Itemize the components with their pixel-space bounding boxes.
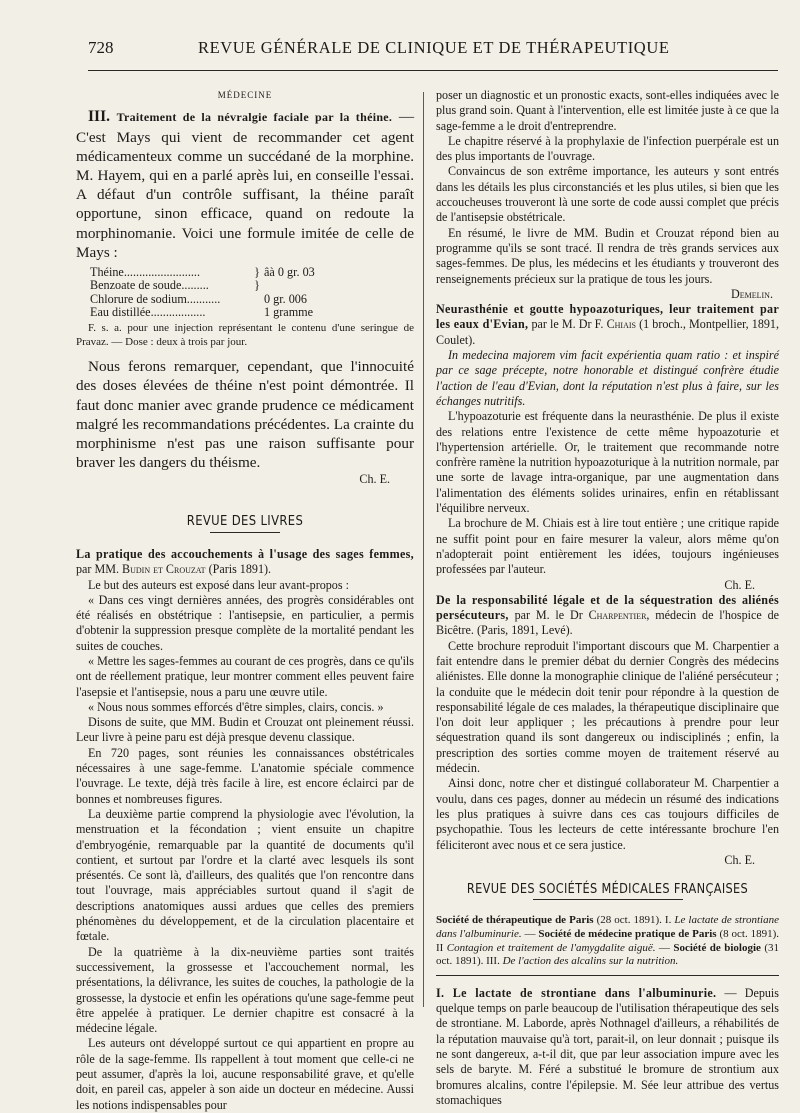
formula-row — [90, 266, 414, 280]
title-underline — [210, 532, 280, 533]
review-section-title: REVUE DES LIVRES — [186, 513, 304, 529]
formula-brace — [250, 306, 264, 320]
society-topic: Contagion et traitement de l'amygdalite aiguë. — [446, 941, 656, 954]
responsabilite-title: De la responsabilité légale et de la séquestration des aliénés persécuteurs, — [436, 592, 779, 623]
formula-row — [90, 306, 414, 320]
formula-brace: } — [254, 264, 260, 279]
society-name: Société de biologie — [673, 941, 761, 954]
title-underline — [533, 899, 683, 900]
society-date: (8 oct. 1891). II — [436, 928, 780, 954]
review-paragraph: « Dans ces vingt dernières années, des progrès considérables ont été réalisés en obstétrique : l'antisepsie, en particulier, a permis d'obtenir la suppression presque complète de la mortalité pendant les suites de couches. — [76, 592, 414, 653]
formula-brace: } — [254, 278, 260, 293]
page-header — [88, 38, 778, 60]
review-paragraph: Cette brochure reproduit l'important discours que M. Charpentier a fait entendre dans le premier débat du dernier Congrès des médecins aliénistes. Elle donne la monographie clinique de l'aliéné persécuteur ; la conduite que le médecin doit tenir pour répondre à la question de responsabilité légale de ces malades, la thérapeutique disciplinaire que l'on doit leur appliquer ; les précautions à prendre pour leur séquestration quand ils sont dangereux ou indisciplinés ; enfin, la prescription des sorties comme moyen de traitement réservé au médecin. — [436, 638, 779, 776]
book-authors: Budin et Crouzat — [122, 562, 206, 577]
society-topic: Le lactate de strontiane dans l'albuminurie. — [436, 914, 779, 941]
review-paragraph: Le chapitre réservé à la prophylaxie de l'infection puerpérale est un des plus importants de l'ouvrage. — [436, 133, 779, 164]
book-by: par MM. — [76, 562, 123, 577]
responsabilite-author: Charpentier — [588, 608, 647, 623]
book-publication: (Paris 1891). — [205, 562, 272, 577]
header-rule — [88, 70, 778, 71]
section-rule — [436, 975, 779, 976]
column-divider — [423, 92, 424, 1007]
article-body: — C'est Mays qui vient de recommander cet agent médicamenteux comme un succédané de la morphine. M. Hayem, qui en a parlé après lui, en conseille l'essai. A défaut d'un contrôle suffisant, la théine paraît opportune, sinon efficace, quand on redoute la morphinomanie. Voici une formule imitée de celle de Mays : — [76, 108, 414, 261]
responsabilite-by: par M. le Dr — [508, 608, 589, 623]
neurasthenie-title: Neurasthénie et goutte hypoazoturiques, leur traitement par les eaux d'Evian, — [436, 302, 779, 332]
lactate-body: — Depuis quelque temps on parle beaucoup de l'utilisation thérapeutique des sels de strontiane. M. Laborde, après Nothnagel d'ailleurs, a réhabilités de la réputation mauvaise qu'à tort, parait-il, on leur donnait ; puisque ils ne sont dangereux, a-t-il dit, que par leur association impure avec les sels de baryte. M. Féré a substitué le bromure de strontium aux bromures alcalins, contre l'épilepsie. M. Sée leur attribue des vertus stomachiques — [436, 985, 779, 1107]
review-paragraph: poser un diagnostic et un pronostic exacts, sont-elles indiquées avec le plus grand soin. Quant à l'intervention, elle est limitée juste à ce que la sage-femme a le droit d'entreprendre. — [436, 88, 779, 133]
societies-summary — [436, 914, 779, 968]
theine-article-intro — [76, 107, 414, 262]
review-paragraph: La brochure de M. Chiais est à lire tout entière ; une critique rapide ne suffit point pour en faire mesurer la valeur, alors même qu'on n'adopterait point entièrement les idées, toujours ingénieuses professées par l'auteur. — [436, 516, 779, 577]
formula-dose: âà 0 gr. 03 — [264, 264, 315, 279]
review-paragraph: L'hypoazoturie est fréquente dans la neurasthénie. De plus il existe des relations entre l'existence de cette même hypoazoturie et l'hypertension artérielle. Or, le traitement que recommande notre confrère ramène la nutrition hypoazoturique à la nutrition normale, par une sorte de lavage intra-organique, par une augmentation dans l'alimentation des éléments solides urinaires, enfin en rétablissant l'équilibre nerveux. — [436, 409, 779, 516]
signature: Ch. E. — [724, 577, 755, 592]
right-column — [436, 88, 779, 1108]
book-title: La pratique des accouchements à l'usage des sages femmes, — [76, 546, 414, 561]
journal-title: REVUE GÉNÉRALE DE CLINIQUE ET DE THÉRAPEUTIQUE — [198, 38, 670, 57]
left-column — [76, 88, 414, 1113]
lactate-article — [436, 986, 779, 1108]
neurasthenie-heading — [436, 302, 779, 348]
page-number: 728 — [88, 38, 114, 57]
section-label: MÉDECINE — [217, 90, 273, 100]
responsabilite-publication: , médecin de l'hospice de Bicêtre. (Paris, 1891, Levé). — [436, 608, 779, 638]
formula-brace — [250, 293, 264, 307]
review-paragraph: Disons de suite, que MM. Budin et Crouzat ont pleinement réussi. Leur livre à peine paru est déjà presque devenu classique. — [76, 715, 414, 745]
responsabilite-heading — [436, 593, 779, 639]
dash: — — [655, 941, 674, 954]
review-paragraph: « Nous nous sommes efforcés d'être simples, clairs, concis. » — [88, 699, 384, 714]
review-paragraph: Ainsi donc, notre cher et distingué collaborateur M. Charpentier a voulu, dans ces pages, donner au médecin un résumé des indications les plus pratiques à suivre dans ces cas toujours difficiles de psychopathie. Tous les lecteurs de cette intéressante brochure l'en féliciteront avec nous et ce sera justice. — [436, 776, 779, 852]
formula-note: F. s. a. pour une injection représentant le contenu d'une seringue de Pravaz. — Dose : deux à trois par jour. — [76, 321, 414, 348]
formula-ingredient: Chlorure de sodium........... — [90, 292, 221, 306]
review-paragraph: In medecina majorem vim facit expérientia quam ratio : et inspiré par ce sage précepte, notre honorable et distingué confrère étudie l'action de l'eau d'Evian, dont la réputation n'est plus à faire, sur les échanges nutritifs. — [436, 348, 779, 408]
society-name: Société de thérapeutique de Paris — [436, 914, 594, 927]
review-paragraph: Les auteurs ont développé surtout ce qui appartient en propre au rôle de la sage-femme. Ils rappellent à tout moment que celle-ci ne peut assumer, d'après la loi, aucune responsabilité grave, et qu'elle doit, en pareil cas, appeler à son aide un docteur en médecine. Aussi les notions indispensables pour — [76, 1036, 414, 1112]
review-paragraph: La deuxième partie comprend la physiologie avec l'évolution, la menstruation et la fécondation ; vient ensuite un chapitre d'embryogénie, remarquable par la quantité de documents qu'il contient, et surtout par l'ordre et la clarté avec lesquels ils sont présentés. Ce sont là, d'ailleurs, des qualités que l'on rencontre dans tout l'ouvrage, mais appréciables surtout quand il s'agit de descriptions anatomiques aussi ardues que celles des premiers phénomènes du développement, et de la circulation placentaire et fœtale. — [76, 806, 414, 944]
review-paragraph: « Mettre les sages-femmes au courant de ces progrès, dans ce qu'ils ont de réellement pratique, leur montrer comment elles peuvent faire l'asepsie et l'antisepsie, nous a paru une œuvre utile. — [76, 654, 414, 699]
signature: Ch. E. — [724, 852, 755, 867]
review-paragraph: En résumé, le livre de MM. Budin et Crouzat répond bien au programme qu'ils se sont tracé. Il rendra de très grands services aux sages-femmes. De plus, les médecins et les étudiants y trouveront des renseignements précieux sur la pratique de tous les jours. — [436, 225, 779, 286]
theine-warning: Nous ferons remarquer, cependant, que l'innocuité des doses élevées de théine n'est point démontrée. Il faut donc manier avec grande prudence ce médicament malgré les recommandations précédentes. La crainte du morphinisme n'est pas une raison suffisante pour braver les dangers du théisme. — [76, 358, 414, 472]
formula-table — [90, 266, 414, 320]
signature: Ch. E. — [359, 472, 390, 487]
article-heading: Traitement de la névralgie faciale par la théine. — [116, 110, 393, 125]
roman-numeral: III. — [88, 108, 110, 126]
book-review-heading — [76, 547, 414, 578]
neurasthenie-by: par le M. Dr F. — [528, 317, 607, 332]
review-paragraph: De la quatrième à la dix-neuvième parties sont traités successivement, la grossesse et l'accouchement normal, les présentations, la délivrance, les suites de couches, la pathologie de la grossesse, la dystocie et enfin les opérations qu'une sage-femme peut être appelée à pratiquer. Le dernier chapitre est consacré à la médecine légale. — [76, 944, 414, 1036]
formula-dose — [264, 279, 414, 293]
neurasthenie-publication: (1 broch., Montpellier, 1891, Coulet). — [436, 317, 779, 347]
societies-section-title: REVUE DES SOCIÉTÉS MÉDICALES FRANÇAISES — [466, 882, 749, 898]
neurasthenie-author: Chiais — [606, 317, 636, 332]
signature-demelin: Demelin. — [731, 286, 773, 301]
review-paragraph: Convaincus de son extrême importance, les auteurs y sont entrés dans les détails les plus circonstanciés et les plus utiles, si bien que les accoucheuses trouveront là une sorte de code aussi complet que précis de l'antisepsie obstétricale. — [436, 164, 779, 225]
review-paragraph: En 720 pages, sont réunies les connaissances obstétricales nécessaires à une sage-femme. L'anatomie spéciale commence l'ouvrage. Le texte, déjà très facile à lire, est encore éclairci par de bonnes et nombreuses figures. — [76, 745, 414, 806]
formula-dose: 0 gr. 006 — [264, 291, 307, 306]
formula-ingredient: Théine......................... — [90, 265, 201, 279]
dash: — — [521, 928, 539, 941]
formula-ingredient: Benzoate de soude......... — [90, 279, 209, 293]
formula-row — [90, 279, 414, 293]
formula-row — [90, 293, 414, 307]
formula-ingredient: Eau distillée.................. — [90, 306, 206, 320]
review-paragraph: Le but des auteurs est exposé dans leur avant-propos : — [88, 577, 349, 592]
society-topic: De l'action des alcalins sur la nutrition. — [502, 955, 679, 968]
lactate-title: I. Le lactate de strontiane dans l'albuminurie. — [436, 985, 717, 1000]
society-name: Société de médecine pratique de Paris — [538, 928, 717, 941]
society-date: (31 oct. 1891). III. — [436, 941, 780, 968]
formula-dose: 1 gramme — [264, 305, 314, 320]
society-date: (28 oct. 1891). I. — [593, 914, 675, 927]
